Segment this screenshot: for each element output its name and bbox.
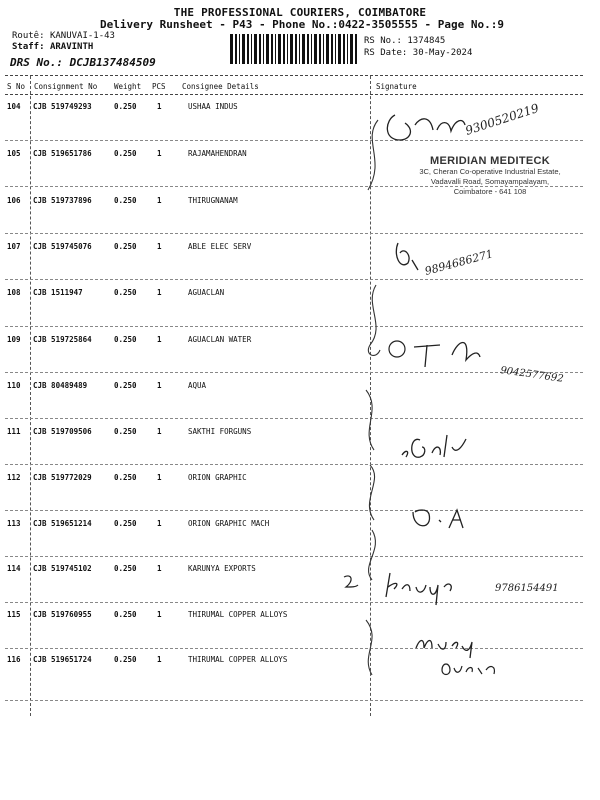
margin-swirl-marks xyxy=(356,110,396,680)
route-label: Routê: xyxy=(12,31,45,41)
staff-value: ARAVINTH xyxy=(49,42,94,52)
route-value: KANUVAI-1-43 xyxy=(49,31,115,41)
row-weight: 0.250 xyxy=(114,610,137,619)
handwritten-phone: 9042577692 xyxy=(499,365,565,385)
row-pcs: 1 xyxy=(157,102,162,111)
row-pcs: 1 xyxy=(157,610,162,619)
row-sno: 104 xyxy=(7,102,21,111)
stamp-address-line: Coimbatore - 641 108 xyxy=(453,187,527,196)
row-consignee: KARUNYA EXPORTS xyxy=(188,564,256,573)
row-weight: 0.250 xyxy=(114,473,137,482)
row-consignment-no: CJB 519709506 xyxy=(33,427,92,436)
staff-info xyxy=(12,42,93,52)
rs-date-label: RS Date: xyxy=(364,48,408,58)
handwritten-phone: 9894686271 xyxy=(423,247,495,278)
header-top-rule xyxy=(5,75,583,76)
col-header-weight: Weight xyxy=(114,82,142,91)
rs-no xyxy=(364,36,445,46)
drs-value: DCJB137484509 xyxy=(69,56,156,69)
row-separator xyxy=(5,556,583,557)
row-sno: 108 xyxy=(7,288,21,297)
row-separator xyxy=(5,418,583,419)
row-consignee: ABLE ELEC SERV xyxy=(188,242,252,251)
row-separator xyxy=(5,700,583,701)
row-sno: 107 xyxy=(7,242,21,251)
handwritten-phone: 9300520219 xyxy=(463,100,541,138)
row-weight: 0.250 xyxy=(114,242,137,251)
row-consignee: AQUA xyxy=(188,381,207,390)
row-consignee: THIRUMAL COPPER ALLOYS xyxy=(188,655,288,664)
row-weight: 0.250 xyxy=(114,149,137,158)
row-weight: 0.250 xyxy=(114,196,137,205)
row-consignment-no: CJB 519725864 xyxy=(33,335,92,344)
rs-date xyxy=(364,48,472,58)
row-sno: 105 xyxy=(7,149,21,158)
row-pcs: 1 xyxy=(157,473,162,482)
row-sno: 113 xyxy=(7,519,21,528)
col-header-signature: Signature xyxy=(376,82,417,91)
row-sno: 109 xyxy=(7,335,21,344)
row-pcs: 1 xyxy=(157,335,162,344)
drs-label: DRS No.: xyxy=(10,56,63,69)
row-consignee: ORION GRAPHIC MACH xyxy=(188,519,270,528)
row-weight: 0.250 xyxy=(114,288,137,297)
handwritten-signature xyxy=(378,235,518,280)
row-sno: 112 xyxy=(7,473,21,482)
handwritten-signature xyxy=(392,425,492,465)
row-separator xyxy=(5,464,583,465)
col-header-consignee: Consignee Details xyxy=(182,82,259,91)
row-pcs: 1 xyxy=(157,242,162,251)
row-consignee: AGUACLAN WATER xyxy=(188,335,252,344)
row-pcs: 1 xyxy=(157,196,162,205)
row-pcs: 1 xyxy=(157,564,162,573)
row-weight: 0.250 xyxy=(114,564,137,573)
col-header-sno: S No xyxy=(7,82,26,91)
staff-label: Staff: xyxy=(12,42,45,52)
row-consignment-no: CJB 80489489 xyxy=(33,381,88,390)
row-consignment-no: CJB 519651214 xyxy=(33,519,92,528)
row-pcs: 1 xyxy=(157,427,162,436)
stamp-name: MERIDIAN MEDITECK xyxy=(430,155,550,167)
rs-no-value: 1374845 xyxy=(407,36,446,46)
row-consignment-no: CJB 519749293 xyxy=(33,102,92,111)
row-consignment-no: CJB 519745102 xyxy=(33,564,92,573)
row-consignee: THIRUGNANAM xyxy=(188,196,238,205)
row-consignment-no: CJB 519772029 xyxy=(33,473,92,482)
row-pcs: 1 xyxy=(157,519,162,528)
row-consignee: AGUACLAN xyxy=(188,288,225,297)
row-consignment-no: CJB 519737896 xyxy=(33,196,92,205)
handwritten-signature xyxy=(380,325,585,385)
row-consignee: RAJAMAHENDRAN xyxy=(188,149,247,158)
barcode xyxy=(230,34,358,64)
handwritten-signature xyxy=(405,500,475,535)
route-info xyxy=(12,31,115,41)
col-header-consignment: Consignment No xyxy=(34,82,98,91)
rs-date-value: 30-May-2024 xyxy=(412,48,473,58)
row-consignment-no: CJB 519651786 xyxy=(33,149,92,158)
row-consignee: SAKTHI FORGUNS xyxy=(188,427,252,436)
row-weight: 0.250 xyxy=(114,381,137,390)
row-consignment-no: CJB 519651724 xyxy=(33,655,92,664)
stamp-address-line: Vadavalli Road, Somayampalayam, xyxy=(430,177,550,186)
row-weight: 0.250 xyxy=(114,335,137,344)
row-sno: 110 xyxy=(7,381,21,390)
row-sno: 111 xyxy=(7,427,21,436)
runsheet-title: Delivery Runsheet - P43 - Phone No.:0422-3505555 - Page No.:9 xyxy=(100,18,504,31)
row-sno: 106 xyxy=(7,196,21,205)
drs-info xyxy=(10,56,156,69)
row-pcs: 1 xyxy=(157,149,162,158)
rs-no-label: RS No.: xyxy=(364,36,402,46)
row-consignment-no: CJB 1511947 xyxy=(33,288,83,297)
row-separator xyxy=(5,233,583,234)
row-pcs: 1 xyxy=(157,381,162,390)
stamp-address-line: 3C, Cheran Co-operative Industrial Estate, xyxy=(419,167,561,176)
row-weight: 0.250 xyxy=(114,102,137,111)
handwritten-signature xyxy=(410,628,520,683)
row-sno: 116 xyxy=(7,655,21,664)
column-divider xyxy=(30,76,31,716)
handwritten-signature xyxy=(375,95,585,155)
row-sno: 114 xyxy=(7,564,21,573)
row-weight: 0.250 xyxy=(114,519,137,528)
row-weight: 0.250 xyxy=(114,655,137,664)
row-pcs: 1 xyxy=(157,655,162,664)
handwritten-phone: 9786154491 xyxy=(495,583,559,594)
row-consignment-no: CJB 519745076 xyxy=(33,242,92,251)
row-consignee: THIRUMAL COPPER ALLOYS xyxy=(188,610,288,619)
row-separator xyxy=(5,510,583,511)
company-stamp xyxy=(395,155,585,197)
company-name: THE PROFESSIONAL COURIERS, COIMBATORE xyxy=(173,6,427,19)
row-pcs: 1 xyxy=(157,288,162,297)
row-weight: 0.250 xyxy=(114,427,137,436)
row-consignee: USHAA INDUS xyxy=(188,102,238,111)
row-sno: 115 xyxy=(7,610,21,619)
col-header-pcs: PCS xyxy=(152,82,166,91)
row-consignee: ORION GRAPHIC xyxy=(188,473,247,482)
row-consignment-no: CJB 519760955 xyxy=(33,610,92,619)
